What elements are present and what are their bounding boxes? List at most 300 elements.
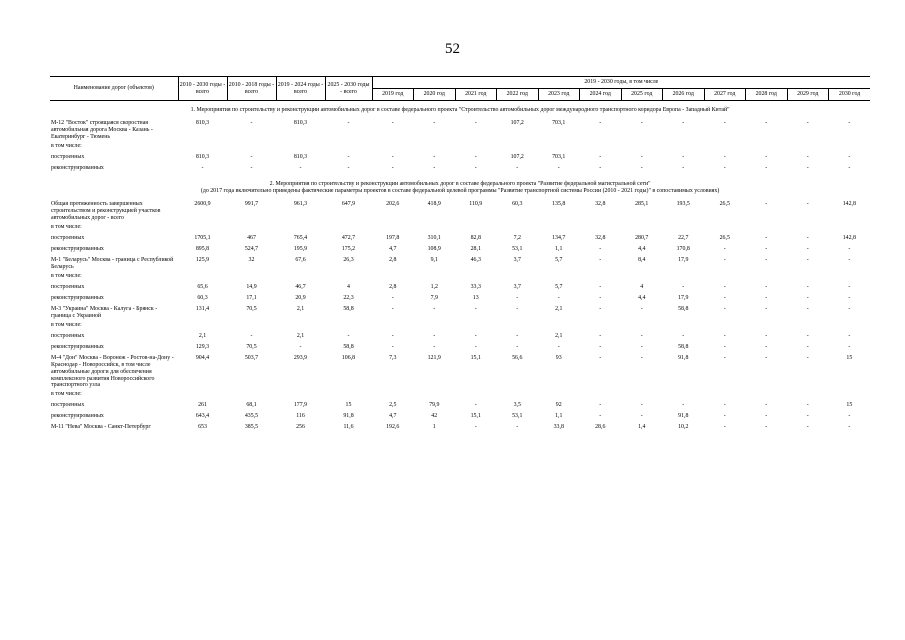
table-cell: 310,1 [427, 234, 441, 241]
table-row [50, 142, 870, 153]
table-cell: 17,9 [678, 294, 689, 301]
row-label: М-4 "Дон" Москва - Воронеж - Ростов-на-Дону - Краснодар - Новороссийск, в том числе автомобильные дороги для обеспечения комплексного развития Новороссийского транспортного узла [51, 354, 174, 389]
table-cell [580, 321, 622, 332]
table-cell: - [848, 164, 851, 171]
table-cell [455, 272, 497, 283]
table-cell: 91,8 [678, 413, 689, 420]
table-cell: 703,1 [552, 119, 566, 126]
table-cell: - [765, 305, 768, 312]
table-cell: 261 [198, 402, 207, 409]
table-cell: - [347, 164, 350, 171]
header-year: 2022 год [497, 89, 539, 101]
table-cell [704, 272, 746, 283]
table-row [50, 256, 870, 272]
table-cell: 70,5 [246, 305, 257, 312]
table-cell [372, 321, 414, 332]
table-cell: 2,1 [296, 305, 305, 312]
section-heading [50, 101, 870, 119]
table-cell [621, 272, 663, 283]
table-cell: - [682, 402, 685, 409]
table-cell [497, 390, 539, 401]
section-heading-row [50, 101, 870, 119]
header-year: 2026 год [663, 89, 705, 101]
table-cell: - [806, 283, 809, 290]
row-label: построенных [51, 332, 85, 339]
table-cell: - [848, 413, 851, 420]
table-cell: 810,3 [195, 153, 210, 160]
table-cell [227, 272, 276, 283]
table-cell [787, 321, 829, 332]
table-cell: 2,8 [389, 283, 397, 290]
table-cell: - [765, 283, 768, 290]
row-label: М-12 "Восток" строящаяся скоростная автомобильная дорога Москва - Казань - Екатеринбург - Тюмень [51, 119, 153, 140]
table-cell: 58,8 [343, 305, 354, 312]
table-cell [227, 142, 276, 153]
table-cell: - [433, 153, 436, 160]
table-cell [829, 272, 871, 283]
table-cell: - [723, 332, 726, 339]
table-row [50, 423, 870, 434]
table-cell [538, 223, 580, 234]
table-cell: 26,5 [719, 200, 730, 207]
table-cell [372, 272, 414, 283]
table-cell: 53,1 [512, 413, 523, 420]
section-subtitle: (до 2017 года включительно приведены фактические параметры проектов в составе федеральной целевой программы "Развитие транспортной системы России (2010 - 2021 годы)" в сопоставимых условиях) [200, 187, 720, 194]
table-cell [621, 142, 663, 153]
table-cell: - [599, 413, 602, 420]
table-cell: - [474, 343, 477, 350]
table-cell: 70,5 [246, 343, 257, 350]
table-cell: 7,2 [513, 234, 521, 241]
table-cell [325, 390, 372, 401]
table-cell [580, 223, 622, 234]
table-cell: 170,8 [676, 245, 690, 252]
table-cell: - [299, 343, 302, 350]
table-cell: - [765, 164, 768, 171]
table-cell [497, 321, 539, 332]
table-cell [829, 142, 871, 153]
table-cell: 810,3 [293, 119, 308, 126]
table-cell: - [640, 332, 643, 339]
table-cell: - [806, 256, 809, 263]
table-cell: 121,9 [427, 354, 441, 361]
table-cell: - [765, 332, 768, 339]
table-cell [787, 272, 829, 283]
table-cell: - [682, 153, 685, 160]
table-cell [372, 390, 414, 401]
table-cell [414, 142, 456, 153]
header-year: 2019 год [372, 89, 414, 101]
table-cell: - [848, 245, 851, 252]
table-cell [276, 321, 325, 332]
table-cell: 895,8 [195, 245, 210, 252]
row-label: М-11 "Нева" Москва - Санкт-Петербург [51, 424, 151, 431]
table-cell: - [599, 354, 602, 361]
table-row [50, 354, 870, 391]
table-cell: - [201, 164, 204, 171]
header-name: Наименование дорог (объектов) [50, 77, 178, 101]
table-cell: 68,1 [246, 402, 257, 409]
table-cell: - [806, 354, 809, 361]
table-cell: - [806, 119, 809, 126]
table-cell [178, 223, 227, 234]
table-cell [787, 142, 829, 153]
table-cell [663, 142, 705, 153]
table-cell [178, 321, 227, 332]
table-cell: 2,1 [198, 332, 207, 339]
table-cell: - [765, 234, 768, 241]
table-cell: 116 [296, 413, 305, 420]
table-cell: - [557, 343, 560, 350]
table-cell: 32,8 [595, 234, 606, 241]
table-cell: 5,7 [555, 256, 563, 263]
table-cell: 32 [248, 256, 255, 263]
table-cell [178, 142, 227, 153]
table-cell: 11,6 [343, 424, 354, 431]
table-row [50, 234, 870, 245]
table-row [50, 223, 870, 234]
table-row [50, 401, 870, 412]
table-cell [621, 223, 663, 234]
table-cell: - [640, 305, 643, 312]
table-cell: 1,1 [555, 245, 563, 252]
table-cell: - [723, 256, 726, 263]
table-cell: 418,9 [427, 200, 441, 207]
table-cell: - [806, 305, 809, 312]
header-year: 2024 год [580, 89, 622, 101]
table-cell: - [640, 119, 643, 126]
table-cell [276, 223, 325, 234]
table-cell [538, 142, 580, 153]
table-cell: 42 [431, 413, 438, 420]
table-cell: - [765, 294, 768, 301]
table-cell: 93 [555, 354, 562, 361]
table-cell: - [848, 294, 851, 301]
table-cell: - [474, 153, 477, 160]
table-cell: - [723, 354, 726, 361]
table-cell: - [640, 413, 643, 420]
table-cell [746, 142, 788, 153]
table-cell [276, 142, 325, 153]
table-cell: - [433, 305, 436, 312]
table-cell: - [723, 402, 726, 409]
table-cell: - [347, 332, 350, 339]
table-cell: - [250, 332, 253, 339]
table-cell: - [599, 119, 602, 126]
table-cell [455, 390, 497, 401]
table-cell: - [765, 402, 768, 409]
table-cell: - [640, 153, 643, 160]
table-row [50, 153, 870, 164]
table-cell: 15 [846, 354, 853, 361]
table-cell: - [640, 402, 643, 409]
table-cell: - [723, 245, 726, 252]
table-cell: - [474, 402, 477, 409]
table-cell: 435,5 [244, 413, 259, 420]
table-cell: 2,5 [389, 402, 397, 409]
table-cell: - [391, 343, 394, 350]
table-cell: 4 [640, 283, 644, 290]
table-cell: 193,5 [676, 200, 690, 207]
table-cell: 91,8 [678, 354, 689, 361]
table-cell: 22,3 [343, 294, 354, 301]
table-cell: - [433, 164, 436, 171]
table-cell [829, 321, 871, 332]
table-cell: 135,8 [552, 200, 566, 207]
table-cell [621, 390, 663, 401]
header-year: 2029 год [787, 89, 829, 101]
table-cell: - [599, 153, 602, 160]
table-cell: - [474, 305, 477, 312]
table-cell: 4,7 [389, 245, 397, 252]
row-label: в том числе: [51, 321, 82, 328]
table-cell: - [391, 164, 394, 171]
table-cell: - [640, 343, 643, 350]
table-cell [414, 223, 456, 234]
table-cell: - [433, 119, 436, 126]
table-cell: 60,3 [197, 294, 208, 301]
table-cell: - [640, 354, 643, 361]
table-cell: - [806, 413, 809, 420]
table-cell: 5,7 [555, 283, 563, 290]
table-cell: 91,8 [343, 413, 354, 420]
table-cell [325, 223, 372, 234]
header-year: 2028 год [746, 89, 788, 101]
row-label: М-1 "Беларусь" Москва - граница с Республикой Беларусь [51, 256, 174, 270]
table-cell: - [599, 305, 602, 312]
table-row [50, 245, 870, 256]
table-cell: - [765, 119, 768, 126]
table-cell: - [682, 164, 685, 171]
row-label: в том числе: [51, 272, 82, 279]
table-cell: 46,7 [295, 283, 306, 290]
table-cell: - [848, 256, 851, 263]
table-cell: 195,9 [293, 245, 308, 252]
table-cell: - [433, 332, 436, 339]
table-cell: - [765, 343, 768, 350]
table-cell: - [848, 424, 851, 431]
table-cell: 56,6 [512, 354, 523, 361]
table-cell: - [599, 256, 602, 263]
table-cell [746, 321, 788, 332]
table-cell [276, 390, 325, 401]
table-cell [372, 142, 414, 153]
table-cell: - [806, 234, 809, 241]
table-cell [704, 223, 746, 234]
table-row [50, 412, 870, 423]
table-cell: 385,5 [244, 424, 259, 431]
row-label: построенных [51, 153, 85, 160]
table-row [50, 321, 870, 332]
table-cell: - [516, 164, 519, 171]
table-cell: 647,9 [341, 200, 356, 207]
table-cell: - [848, 119, 851, 126]
table-cell: - [723, 343, 726, 350]
table-cell [178, 390, 227, 401]
table-cell: 60,3 [512, 200, 523, 207]
header-year: 2021 год [455, 89, 497, 101]
table-cell: 110,9 [469, 200, 483, 207]
table-cell: 79,9 [429, 402, 440, 409]
table-cell: 175,2 [341, 245, 356, 252]
table-cell: 2,1 [555, 332, 563, 339]
table-cell [580, 390, 622, 401]
table-cell: - [599, 283, 602, 290]
table-cell: - [516, 343, 519, 350]
table-cell: - [391, 294, 394, 301]
row-label: реконструированных [51, 164, 104, 171]
table-cell: - [516, 294, 519, 301]
table-cell [787, 223, 829, 234]
table-cell: 7,9 [430, 294, 438, 301]
table-row [50, 294, 870, 305]
table-cell: 503,7 [244, 354, 259, 361]
header-col-total: 2010 - 2030 годы - всего [178, 77, 227, 101]
table-cell: 65,6 [197, 283, 208, 290]
table-cell: - [723, 164, 726, 171]
table-row [50, 164, 870, 175]
table-cell: 177,9 [293, 402, 308, 409]
table-cell: 472,7 [341, 234, 356, 241]
table-cell: - [599, 343, 602, 350]
table-cell: - [640, 164, 643, 171]
table-cell: 2,1 [296, 332, 305, 339]
table-cell: - [250, 119, 253, 126]
table-cell: 108,9 [427, 245, 441, 252]
table-cell: - [806, 245, 809, 252]
table-cell: - [391, 153, 394, 160]
table-row [50, 119, 870, 142]
row-label: в том числе: [51, 391, 82, 398]
row-label: М-3 "Украина" Москва - Калуга - Брянск - граница с Украиной [51, 305, 158, 319]
table-cell: - [433, 343, 436, 350]
road-projects-table [50, 76, 870, 434]
table-cell: - [806, 153, 809, 160]
row-label: построенных [51, 402, 85, 409]
table-cell: 3,7 [513, 283, 521, 290]
table-row [50, 343, 870, 354]
table-cell: 15,1 [470, 413, 481, 420]
table-cell [580, 272, 622, 283]
table-cell: - [250, 153, 253, 160]
table-cell: 33,3 [470, 283, 481, 290]
table-row [50, 332, 870, 343]
table-cell: 703,1 [552, 153, 566, 160]
table-cell: 58,8 [678, 305, 689, 312]
table-cell: 7,3 [389, 354, 397, 361]
table-cell: 28,1 [470, 245, 481, 252]
row-label: реконструированных [51, 343, 104, 350]
table-cell: 1705,1 [194, 234, 211, 241]
table-cell: 9,1 [430, 256, 438, 263]
table-cell: - [347, 119, 350, 126]
table-cell [455, 321, 497, 332]
table-cell: - [391, 332, 394, 339]
table-cell: 467 [247, 234, 256, 241]
section-title: 2. Мероприятия по строительству и реконструкции автомобильных дорог в составе федерального проекта "Развитие федеральной магистральной сети" [269, 180, 651, 187]
table-cell: 3,5 [513, 402, 521, 409]
header-year: 2027 год [704, 89, 746, 101]
table-cell [414, 272, 456, 283]
table-cell: - [723, 424, 726, 431]
table-body [50, 101, 870, 435]
table-cell: - [557, 164, 560, 171]
row-label: реконструированных [51, 413, 104, 420]
table-cell: - [723, 294, 726, 301]
table-cell: 142,8 [842, 234, 856, 241]
table-cell: 4,4 [638, 294, 646, 301]
header-col-2019-2024: 2019 - 2024 годы - всего [276, 77, 325, 101]
table-cell: - [557, 294, 560, 301]
table-cell: 26,3 [343, 256, 354, 263]
table-cell: - [848, 332, 851, 339]
table-cell [497, 272, 539, 283]
table-cell: 643,4 [195, 413, 210, 420]
table-cell: 1 [432, 424, 436, 431]
table-cell: 3,7 [513, 256, 521, 263]
table-cell: 2,8 [389, 256, 397, 263]
row-label: построенных [51, 283, 85, 290]
table-cell [704, 390, 746, 401]
table-cell: - [806, 343, 809, 350]
table-cell [829, 223, 871, 234]
table-cell: 131,4 [195, 305, 210, 312]
table-cell [704, 142, 746, 153]
table-cell: 1,2 [430, 283, 438, 290]
table-cell: 22,7 [678, 234, 689, 241]
table-cell: - [806, 332, 809, 339]
header-year: 2025 год [621, 89, 663, 101]
table-cell [663, 390, 705, 401]
table-cell: 256 [296, 424, 305, 431]
table-cell: - [723, 153, 726, 160]
table-cell: - [765, 256, 768, 263]
table-cell: 810,3 [293, 153, 308, 160]
table-cell: 20,9 [295, 294, 306, 301]
table-cell: - [516, 424, 519, 431]
table-cell: - [391, 305, 394, 312]
table-cell [497, 223, 539, 234]
table-cell: - [723, 305, 726, 312]
table-cell: 33,8 [553, 424, 564, 431]
table-cell: 1,1 [555, 413, 563, 420]
table-cell [538, 272, 580, 283]
table-cell [497, 142, 539, 153]
table-cell: 904,4 [195, 354, 210, 361]
table-cell [663, 272, 705, 283]
table-cell: - [516, 305, 519, 312]
table-cell: 293,9 [293, 354, 308, 361]
table-cell: 134,7 [552, 234, 566, 241]
table-cell [276, 272, 325, 283]
table-cell: - [682, 119, 685, 126]
table-cell: - [765, 354, 768, 361]
table-row [50, 305, 870, 321]
table-cell: - [599, 332, 602, 339]
table-cell: 8,4 [638, 256, 646, 263]
table-cell: - [848, 305, 851, 312]
table-cell: 14,9 [246, 283, 257, 290]
table-cell: - [848, 283, 851, 290]
table-cell: 32,8 [595, 200, 606, 207]
table-cell [580, 142, 622, 153]
table-cell: - [806, 200, 809, 207]
table-cell: 2,1 [555, 305, 563, 312]
table-cell: - [347, 153, 350, 160]
row-label: построенных [51, 234, 85, 241]
table-cell [663, 321, 705, 332]
table-header [50, 77, 870, 101]
